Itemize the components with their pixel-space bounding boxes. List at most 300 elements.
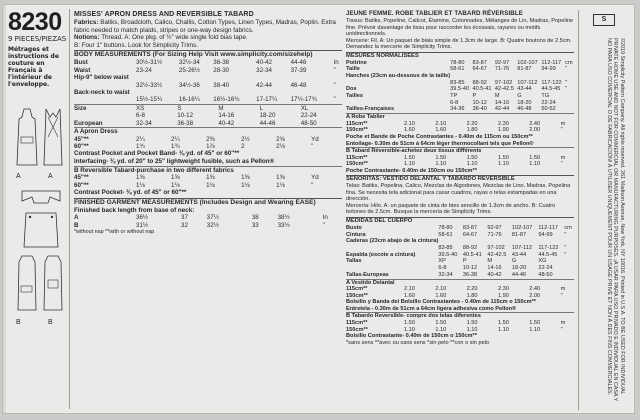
cell: 1⅛	[136, 181, 145, 189]
row-label	[346, 80, 450, 87]
cell: 18-20	[259, 112, 276, 120]
poche-contrast: Poche et Bande de Poche Contrastantes - 0.40m de 115cm ou 150cm**	[346, 134, 533, 141]
cell: "	[560, 292, 563, 299]
cell: 1.50	[404, 319, 415, 326]
cell: 6-8	[450, 99, 459, 106]
cell: 33½	[277, 221, 290, 229]
cell: 1.60	[435, 292, 447, 299]
table-row	[346, 252, 574, 259]
cell: 2.10	[435, 286, 447, 293]
cell: 46-48	[517, 106, 532, 113]
cell: 92-97	[487, 224, 502, 231]
english-section	[74, 10, 342, 410]
apron-dress-front-sketch	[16, 107, 38, 167]
cell: 42-42.5	[487, 251, 507, 258]
bolsillo-contrast: Bolsillo y Banda del Bolsillo Contrastantes - 0.40m de 115cm o 150cm**	[346, 299, 536, 306]
table-row	[346, 60, 574, 67]
view-b-header: B Reversible Tabard-purchase in two different fabrics	[74, 166, 234, 174]
cell	[136, 89, 179, 96]
view-a-interfacing: Interfacing- ⅜ yd. of 20" to 25" lightweight fusible, such as Pellon®	[74, 158, 275, 166]
cell: "	[333, 81, 336, 89]
cell	[538, 238, 564, 245]
body-measurements-header: BODY MEASUREMENTS (For Sizing Help Visit www.simplicity.com/sizehelp)	[74, 50, 342, 59]
cell: 36-38	[462, 271, 478, 278]
cell: 94-99	[538, 231, 553, 238]
robe-tablier-table	[346, 121, 574, 134]
row-label: 115cm**	[346, 120, 368, 127]
cell: 58-61	[438, 231, 453, 238]
row-label: Tailles	[346, 93, 363, 100]
cell	[565, 106, 574, 113]
cell: 2½	[241, 135, 250, 143]
cell: 36-38	[213, 59, 230, 67]
cell: 1.10	[404, 161, 415, 168]
cell	[564, 272, 574, 279]
cell: 2.40	[529, 286, 541, 293]
cell: 1.10	[497, 161, 509, 168]
cell: 42-42.5	[494, 86, 514, 93]
cell: 44.5-45	[541, 86, 561, 93]
cell: P	[472, 93, 477, 100]
row-label: 45"**	[74, 135, 89, 143]
cell: 71-76	[487, 231, 502, 238]
cell: 40.5-41	[462, 251, 482, 258]
cell: M	[494, 93, 500, 100]
cell: 42-44	[494, 106, 510, 113]
table-row	[74, 89, 342, 96]
cell	[213, 74, 256, 81]
cell	[213, 89, 256, 96]
table-row	[346, 127, 574, 134]
cell: 15½-15¾	[136, 96, 163, 104]
cell: 48-50	[538, 271, 553, 278]
cell: 2.40	[529, 120, 541, 127]
cell: 1.50	[435, 319, 447, 326]
cell: G	[511, 258, 517, 265]
row-label: Cintura	[346, 231, 366, 238]
cell: 42-44	[256, 81, 272, 89]
cell: 94-99	[541, 66, 556, 73]
cell: "	[333, 96, 336, 104]
cell: 71-76	[494, 66, 510, 73]
cell: 34-36	[450, 106, 465, 113]
cell	[473, 73, 495, 80]
mesures-table	[346, 60, 574, 114]
cell: 1⅛	[206, 181, 215, 189]
cell: 2	[241, 143, 245, 151]
cell: 92-97	[494, 59, 510, 66]
row-label: Waist	[74, 66, 91, 74]
cell: 48-50	[300, 119, 317, 127]
merceria-text: Mercería: Hilo. A: un paquete de cinta de bies sencillo de 1.3cm de ancho. B: Cuatro botones de 2.5cm. Busque la mercería de Simplicity Trims.	[346, 202, 556, 216]
cell	[333, 74, 342, 81]
tabardo-table	[346, 320, 574, 333]
cell: 37½	[206, 214, 219, 222]
cell: 32-34	[256, 66, 272, 74]
cell: 32-34	[438, 271, 453, 278]
cell: 1.60	[404, 127, 415, 134]
size-table	[74, 105, 342, 127]
tabard-back-sketch	[42, 254, 64, 312]
cell: 2.10	[404, 120, 415, 127]
cell: 1.50	[529, 319, 541, 326]
cell: 83-87	[472, 59, 487, 66]
cell: 1.50	[529, 154, 541, 161]
telas-text: Telas: Batiks, Popelina, Calico, Mezclas de Algodones, Mezclas de Lino, Madras, Popelina fina. Se necesita tela adicional para casar cuadros, rayas o telas estampadas en una dirección.	[346, 183, 571, 203]
pattern-envelope-back	[2, 4, 635, 414]
cell	[565, 100, 574, 107]
row-label	[346, 100, 450, 107]
table-row	[346, 86, 574, 93]
simplicity-logo: S	[593, 14, 615, 26]
cell: 43-44	[517, 86, 532, 93]
vestido-header: A Vestido Delantal	[346, 279, 395, 286]
row-label	[346, 265, 438, 272]
cell: "	[560, 326, 563, 333]
cell: 2⅛	[276, 143, 285, 151]
cell: Yd	[311, 135, 319, 143]
cell: 33	[251, 221, 259, 229]
cell: 1⅝	[241, 174, 250, 182]
table-row	[346, 73, 574, 80]
cell	[291, 74, 334, 81]
cell: 1.50	[466, 319, 478, 326]
cell: 1.50	[497, 154, 509, 161]
cell: 1⅝	[136, 174, 145, 182]
poche-fr-contrast: Poche Contrastante- 0.40m de 150cm ou 150cm**	[346, 167, 477, 174]
cell: 44-46	[290, 59, 307, 67]
cell	[438, 238, 463, 245]
cell	[565, 73, 574, 80]
cell	[564, 238, 574, 245]
cell: 1.10	[529, 161, 541, 168]
cell: 14-16	[218, 112, 235, 120]
tabard-flat-sketch	[18, 189, 64, 249]
cell: 1.50	[466, 154, 478, 161]
table-row	[346, 106, 574, 113]
finished-subheader: Finished back length from base of neck:	[74, 206, 195, 214]
cell: 23-24	[136, 66, 152, 74]
cell: "	[564, 245, 567, 252]
row-label: Busto	[346, 224, 362, 231]
finished-measurements-header: FINISHED GARMENT MEASUREMENTS (Includes Design and Wearing EASE)	[74, 198, 342, 207]
cell: XL	[300, 104, 309, 112]
row-label: Dos	[346, 86, 357, 93]
row-label: Tailles-Françaises	[346, 106, 395, 113]
cell: M	[218, 104, 224, 112]
cell: M	[487, 258, 493, 265]
row-label: Taille	[346, 66, 360, 73]
sketch-label: B	[16, 319, 21, 326]
table-row	[346, 161, 574, 168]
cell: 88-92	[472, 79, 487, 86]
cell	[333, 89, 342, 96]
sketch-label: B	[48, 319, 53, 326]
cell: m	[560, 319, 566, 326]
table-row	[346, 121, 574, 128]
row-label: 60"**	[74, 143, 89, 151]
cell: 97-102	[487, 245, 505, 252]
cell: 1⅛	[171, 181, 180, 189]
cell: 2.20	[466, 120, 478, 127]
cell: XP	[438, 258, 446, 265]
cell: 16-16¼	[178, 96, 200, 104]
table-row	[346, 272, 574, 279]
cell: 1.60	[435, 127, 447, 134]
row-label: 115cm**	[346, 154, 368, 161]
cell: 39.5-40	[450, 86, 470, 93]
cell: 10-12	[462, 265, 478, 272]
cell: "	[565, 66, 568, 73]
cell: 112-117	[541, 59, 562, 66]
cell: 1.80	[466, 292, 478, 299]
cell: 2⅜	[206, 135, 215, 143]
mercerie-text: Mercerie: Fil. A: Un paquet de biais simple de 1.3cm de large. B: Quatre boutons de 2.5cm. Demandez la mercerie de Simplicity Trims.	[346, 37, 572, 50]
table-row	[346, 100, 574, 107]
row-label: Tallas	[346, 258, 362, 265]
cell: 17½-17¾	[290, 96, 317, 104]
row-label: 150cm**	[346, 161, 368, 168]
cell: "	[311, 181, 314, 189]
cell: 1¾	[136, 143, 145, 151]
row-label: Back-neck to waist	[74, 89, 130, 96]
cell: 44-46	[259, 119, 276, 127]
cell: Yd	[311, 174, 319, 182]
fabrics-text: Fabrics: Batiks, Broadcloth, Calico, Challis, Cotton Types, Linen Types, Madras, Poplin. Extra fabric needed to match plaids, stripes or one-way design fabrics.	[74, 19, 336, 34]
cell: 97-102	[494, 79, 513, 86]
view-b-yardage-table	[74, 174, 342, 189]
robe-tablier-header: A Robe Tablier	[346, 114, 385, 121]
cell: cm	[565, 59, 573, 66]
cell: 32½	[206, 221, 219, 229]
medidas-header: MEDIDAS DEL CUERPO	[346, 217, 574, 225]
cell	[179, 74, 213, 81]
table-row	[74, 174, 342, 181]
cell	[256, 74, 290, 81]
view-a-header: A Apron Dress	[74, 128, 118, 136]
cell: 83-85	[438, 245, 453, 252]
cell: "	[565, 86, 568, 93]
table-row	[346, 232, 574, 239]
cell: 40.5-41	[472, 86, 492, 93]
cell: 112-117	[538, 224, 559, 231]
cell	[463, 238, 488, 245]
table-row	[74, 136, 342, 143]
cell: 22-24	[538, 265, 553, 272]
cell: 10-12	[177, 112, 194, 120]
tabard-fr-table	[346, 155, 574, 168]
cell: 40-42	[218, 119, 235, 127]
cell: 1.50	[404, 154, 415, 161]
cell: 2.00	[529, 292, 541, 299]
cell: 32	[181, 221, 188, 229]
cell: 1.80	[466, 127, 478, 134]
cell: 10-12	[472, 99, 487, 106]
cell	[564, 265, 574, 272]
cell	[564, 258, 574, 265]
row-label	[74, 82, 136, 89]
cell	[136, 74, 179, 81]
cell: P	[462, 258, 467, 265]
legal-text: ©2019 Simplicity Pattern Company. All rights reserved. 261 Madison Avenue, New York, NY 10016. Printed in U.S.A. TO BE USED FOR INDIVIDUAL PRIVATE HOME USE AND NOT FOR COMMERCIAL OR MANUFACTURING PURPOSES. ¡A USAR PARA USO PRIVADO E INDIVIDUAL EN CASA Y NO PARA USO COMERCIAL O DE FABRICACIÓN! À UTILISER UNIQUEMENT POUR UN USAGE PRIVÉ ET NON À DES FINS COMMERCIALES.	[605, 38, 625, 402]
cell: 102-107	[511, 224, 533, 231]
cell: "	[560, 161, 563, 168]
cell: 117-122	[541, 79, 562, 86]
cell: 40-42	[487, 271, 502, 278]
tabardo-header: B Tabardo Reversible- compre dos telas diferentes	[346, 313, 481, 320]
row-label: Hanches (23cm au-dessous de la taille)	[346, 72, 451, 79]
row-label: Hip-9" below waist	[74, 74, 129, 82]
cell: 37-39	[290, 66, 307, 74]
cell: "	[311, 143, 314, 151]
row-label	[74, 112, 136, 119]
left-column	[8, 9, 70, 409]
cell: 31½	[136, 221, 149, 229]
cell: 46-48	[290, 81, 307, 89]
cell: 2.00	[529, 127, 541, 134]
cell: 43-44	[511, 251, 527, 258]
cell: 64-67	[462, 231, 478, 238]
cell	[487, 238, 512, 245]
cell	[495, 73, 517, 80]
notions-text: Notions: Thread. A: One pkg. of ½" wide single fold bias tape.	[74, 34, 248, 42]
cell: 1⅛	[241, 181, 250, 189]
row-label: 115cm**	[346, 286, 368, 293]
cell: 22-24	[300, 112, 317, 120]
table-row	[346, 327, 574, 334]
cell: 44-46	[511, 271, 527, 278]
cell: 38-40	[213, 81, 230, 89]
row-label	[74, 96, 136, 103]
cell: 1.10	[497, 326, 509, 333]
pieces-count: 9 PIECES/PIEZAS	[8, 35, 67, 43]
row-label: A	[74, 214, 79, 222]
finished-measurements-table	[74, 214, 342, 229]
row-label: Bust	[74, 59, 88, 67]
cell: 83-87	[462, 224, 478, 231]
cell: 88-92	[462, 245, 478, 252]
cell: 1⅞	[206, 143, 215, 151]
cell	[565, 93, 574, 100]
body-measurements-table	[74, 59, 342, 103]
table-row	[74, 82, 342, 89]
cell: 17-17¼	[256, 96, 278, 104]
cell: 2.30	[497, 120, 509, 127]
notions-text-b: B: Four 1" buttons. Look for Simplicity Trims.	[74, 41, 199, 49]
cell: 1.90	[497, 292, 509, 299]
cell: 2.10	[404, 286, 415, 293]
table-row	[74, 112, 342, 119]
tabard-fr-header: B Tabard Réversible-achetez deux tissus différents	[346, 148, 482, 155]
cell: In	[333, 59, 339, 67]
cell	[291, 89, 334, 96]
sketch-label: A	[48, 173, 53, 180]
mesures-header: MESURES NORMALISÉES	[346, 52, 574, 60]
view-a-yardage-table	[74, 136, 342, 151]
cell: L	[259, 104, 264, 112]
table-row	[74, 74, 342, 81]
cell: "	[564, 231, 567, 238]
cell: 1.10	[466, 326, 478, 333]
table-row	[346, 286, 574, 293]
row-label: Tallas-Europeas	[346, 271, 389, 278]
french-title: JEUNE FEMME. ROBE TABLIER ET TABARD RÉVERSIBLE	[346, 10, 523, 17]
cell: 107-112	[517, 79, 538, 86]
cell: 28-30	[213, 66, 230, 74]
table-row	[74, 67, 342, 74]
table-row	[346, 238, 574, 245]
cell: 36-38	[177, 119, 194, 127]
row-label: Poitrine	[346, 59, 367, 66]
cell: 16½-16¾	[213, 96, 240, 104]
cell: "	[565, 79, 568, 86]
cell: 32½-33½	[136, 81, 163, 89]
cell	[512, 238, 539, 245]
cell: TP	[450, 93, 458, 100]
english-title: MISSES' APRON DRESS AND REVERSIBLE TABARD	[74, 11, 254, 18]
cell	[179, 89, 213, 96]
table-row	[74, 222, 342, 229]
cell: m	[560, 154, 566, 161]
cell: 39.5-40	[438, 251, 458, 258]
cell: 22-24	[541, 99, 556, 106]
cell: 14-16	[494, 99, 510, 106]
row-label: B	[74, 221, 79, 229]
table-row	[74, 143, 342, 150]
cell: "	[560, 127, 563, 134]
cell: 2.20	[466, 286, 478, 293]
cell: 32½-34	[178, 59, 200, 67]
cell: 1.10	[466, 161, 478, 168]
english-footnote: *without nap **with or without nap	[74, 229, 155, 236]
row-label: 45"**	[74, 174, 89, 182]
cell: "	[333, 66, 336, 74]
cell: 2.30	[497, 286, 509, 293]
cell	[517, 73, 541, 80]
cell: 32-34	[136, 119, 152, 127]
cell: In	[322, 214, 328, 222]
apron-dress-back-sketch	[42, 107, 64, 167]
cell: "	[564, 251, 567, 258]
cell: 1.10	[435, 326, 447, 333]
tissus-text: Tissus: Batiks, Popeline, Calicot, Étamine, Cotonnades, Mélanges de Lin, Madras, Popeline fine. Prévoir davantage de tissu pour raccorder les écossais, rayures ou motifs unidirectionnels.	[346, 18, 574, 37]
french-spanish-section	[346, 10, 574, 410]
cell	[450, 73, 472, 80]
cell: 30½-31½	[136, 59, 163, 67]
cell: G	[517, 93, 522, 100]
cell: 1.10	[404, 326, 415, 333]
cell: XG	[538, 258, 547, 265]
cell: 36½	[136, 214, 149, 222]
table-row	[346, 245, 574, 252]
row-label: European	[74, 119, 103, 127]
cell: 58-61	[450, 66, 465, 73]
row-label: Caderas (23cm abajo de la cintura)	[346, 238, 439, 245]
spanish-title: SEÑORITAS: VESTIDO DELANTAL Y TABARDO REVERSIBLE	[346, 175, 574, 183]
sketch-label: A	[16, 173, 21, 180]
cell: 6-8	[438, 265, 447, 272]
cell: XS	[136, 104, 145, 112]
cell: 1.60	[404, 292, 415, 299]
cell: 37	[181, 214, 188, 222]
cell: 50-52	[541, 106, 556, 113]
table-row	[74, 182, 342, 189]
cell: 1¾	[171, 143, 180, 151]
table-row	[346, 258, 574, 265]
table-row	[346, 93, 574, 100]
table-row	[346, 293, 574, 300]
cell: TG	[541, 93, 550, 100]
